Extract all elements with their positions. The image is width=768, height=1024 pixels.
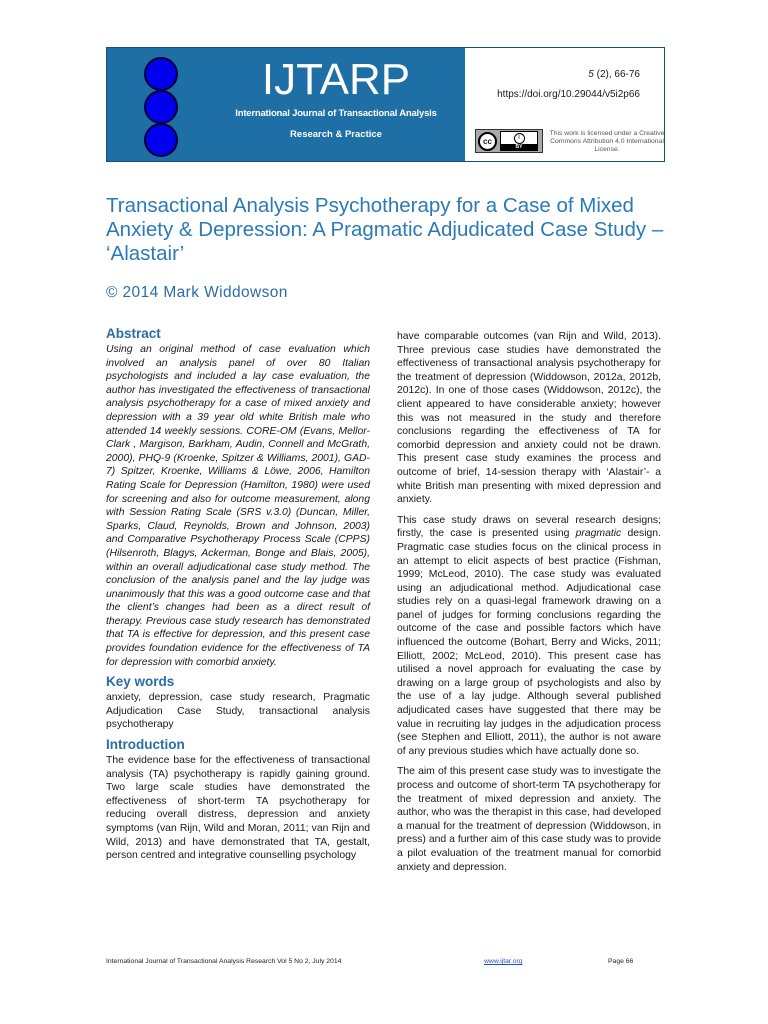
logo-circle-icon bbox=[144, 57, 178, 91]
doi-link[interactable]: https://doi.org/10.29044/v5i2p66 bbox=[497, 89, 640, 100]
footer-website-link[interactable]: www.ijtar.org bbox=[484, 958, 523, 965]
abstract-heading: Abstract bbox=[106, 326, 161, 341]
left-column bbox=[106, 326, 370, 863]
logo-circle-icon bbox=[144, 90, 178, 124]
introduction-heading: Introduction bbox=[106, 737, 185, 753]
logo-circle-icon bbox=[144, 123, 178, 157]
body-paragraph: have comparable outcomes (van Rijn and Wild, 2013). Three previous case studies have demonstrated the effectiveness of transactional analysis psychotherapy for the treatment of depression (Widdowson, 2012a, 2012b, 2012c). In one of those cases (Widdowson, 2012c), the client appeared to have considerable anxiety; however this was not measured in the study and therefore conclusions regarding the effectiveness of TA for comorbid depression and anxiety could not be drawn. This present case study examines the process and outcome of brief, 14-session therapy with ‘Alastair’- a white British man presenting with mixed depression and anxiety. bbox=[397, 331, 661, 506]
paragraph-text: This case study draws on several research designs; firstly, the case is presented using bbox=[397, 514, 661, 540]
footer-journal: International Journal of Transactional Analysis Research Vol 5 No 2, July 2014 bbox=[106, 958, 342, 965]
issue-pages: (2), 66-76 bbox=[593, 69, 640, 80]
by-label: BY bbox=[501, 144, 537, 150]
article-author: © 2014 Mark Widdowson bbox=[106, 284, 288, 301]
volume-number: 5 bbox=[588, 69, 594, 80]
banner-info-panel bbox=[465, 48, 664, 161]
keywords-text: anxiety, depression, case study research, Pragmatic Adjudication Case Study, transactional analysis psychotherapy bbox=[106, 692, 370, 731]
journal-brand bbox=[233, 56, 439, 141]
license-text: This work is licensed under a Creative Commons Attribution 4.0 International License. bbox=[549, 130, 665, 153]
introduction-paragraph: The evidence base for the effectiveness of transactional analysis (TA) psychotherapy is rapidly gaining ground. Two large scale studies have demonstrated the effectiveness of short-term TA psychotherapy for reducing overall distress, depression and anxiety symptoms (van Rijn, Wild and Moran, 2011; van Rijn and Wild, 2013) and have demonstrated that TA, gestalt, person centred and integrative counselling psychology bbox=[106, 755, 370, 862]
body-paragraph: The aim of this present case study was to investigate the process and outcome of short-term TA psychotherapy for the treatment of mixed depression and anxiety. The author, who was the therapist in this case, had developed a manual for the treatment of depression (Widdowson, in press) and a further aim of this case study was to provide a pilot evaluation of the treatment manual for comorbid anxiety and depression. bbox=[397, 766, 661, 873]
body-paragraph bbox=[397, 514, 661, 759]
paragraph-text: design. Pragmatic case studies focus on the clinical process in an attempt to elicit aspects of best practice (Fishman, 1999; McLeod, 2010). The case study was evaluated using an adjudicational method. Adjudicational case studies rely on a quasi-legal framework drawing on a panel of judges for forming conclusions regarding the outcome of the case and possible factors which have influenced the outcome (Bohart, Berry and Wicks, 2011; Elliott, 2002; McLeod, 2010). This present case has utilised a novel approach for evaluating the case by drawing on a large group of psychologists and also by the use of a lay judge. Although several published adjudicated cases have suggested that there may be value in recruiting lay judges in the adjudication process (see Stephen and Elliott, 2011), the author is not aware of any previous studies which have actually done so. bbox=[397, 528, 661, 757]
journal-full-name: International Journal of Transactional Analysis bbox=[235, 108, 437, 119]
journal-banner bbox=[106, 47, 665, 162]
cc-license-badge[interactable] bbox=[475, 129, 543, 153]
article-title: Transactional Analysis Psychotherapy for a Case of Mixed Anxiety & Depression: A Pragmatic Adjudicated Case Study – ‘Alastair’ bbox=[106, 194, 664, 265]
footer-page-number: Page 66 bbox=[608, 958, 634, 965]
banner-brand-panel bbox=[107, 48, 465, 161]
person-icon: i bbox=[514, 133, 525, 144]
attribution-icon bbox=[500, 131, 538, 151]
keywords-heading: Key words bbox=[106, 674, 175, 690]
abstract-text: Using an original method of case evaluation which involved an analysis panel of over 80 Italian psychologists and included a lay case evaluation, the author has investigated the effectiveness of transactional analysis psychotherapy for a case of mixed anxiety and depression with a 39 year old white British male who attended 14 weekly sessions. CORE-OM (Evans, Mellor-Clark , Margison, Barkham, Audin, Connell and McGrath, 2000), PHQ-9 (Kroenke, Spitzer & Williams, 2001), GAD-7) Spitzer, Kroenke, Williams & Löwe, 2006, Hamilton Rating Scale for Depression (Hamilton, 1980) were used for screening and also for outcome measurement, along with Session Rating Scale (SRS v.3.0) (Duncan, Miller, Sparks, Claud, Reynolds, Brown and Johnson, 2003) and Comparative Psychotherapy Process Scale (CPPS) (Hilsenroth, Blagys, Ackerman, Bonge and Blais, 2005), within an overall adjudicational case study method. The conclusion of the analysis panel and the lay judge was unanimously that this was a good outcome case and that the client’s changes had been as a direct result of therapy. Previous case study research has demonstrated that TA is effective for depression, and this present case provides foundation evidence for the effectiveness of TA for depression with comorbid anxiety. bbox=[106, 344, 370, 668]
journal-acronym: IJTARP bbox=[261, 55, 411, 104]
right-column bbox=[397, 330, 661, 881]
issue-info bbox=[588, 69, 640, 80]
cc-icon: cc bbox=[478, 132, 497, 151]
journal-subtitle: Research & Practice bbox=[290, 129, 382, 140]
emphasis-text: pragmatic bbox=[575, 528, 622, 540]
